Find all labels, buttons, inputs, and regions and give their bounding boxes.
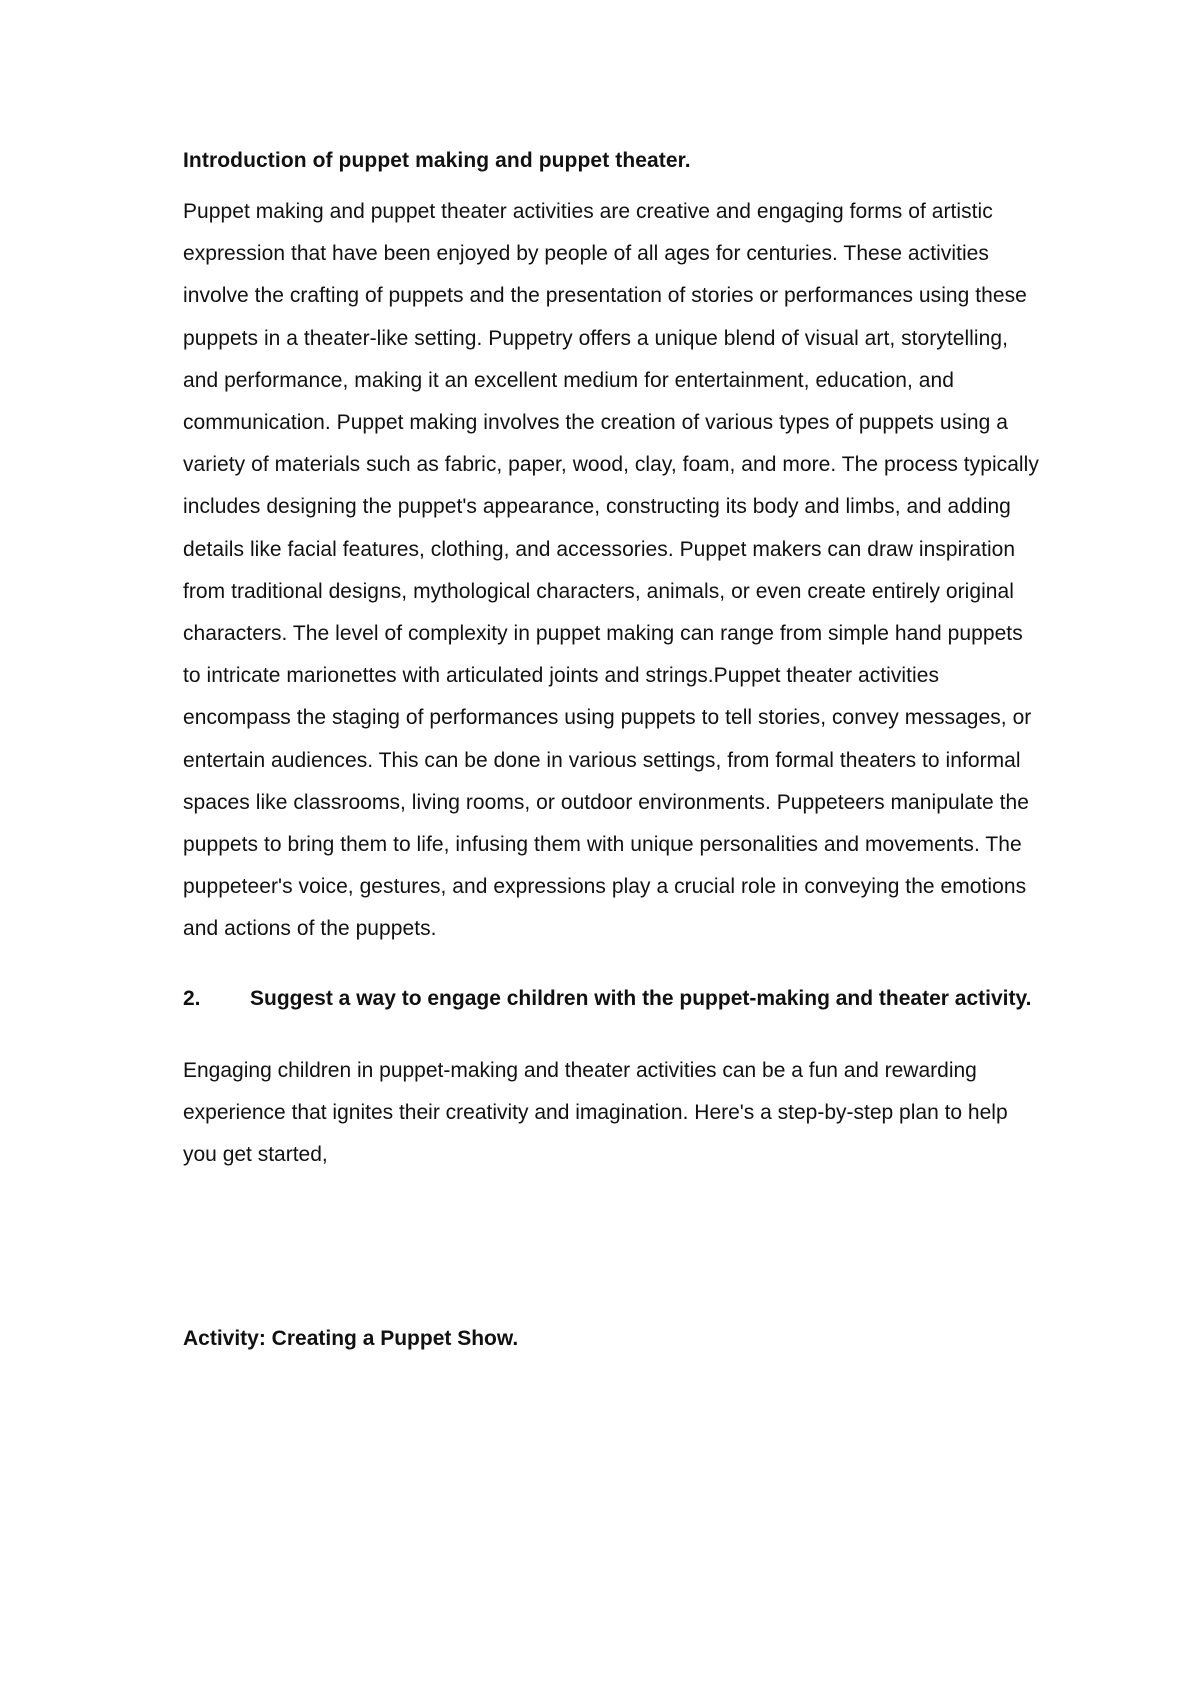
question-text: Suggest a way to engage children with the puppet-making and theater activity. [250, 986, 1032, 1010]
section-heading-introduction: Introduction of puppet making and puppet theater. [183, 149, 691, 172]
numbered-question: 2. Suggest a way to engage children with the puppet-making and theater activity. [183, 986, 1032, 1010]
intro-paragraph: Puppet making and puppet theater activities are creative and engaging forms of artistic expression that have been enjoyed by people of all ages for centuries. These activities involve the crafting of puppets and the presentation of stories or performances using these puppets in a theater-like setting. Puppetry offers a unique blend of visual art, storytelling, and performance, making it an excellent medium for entertainment, education, and communication. Puppet making involves the creation of various types of puppets using a variety of materials such as fabric, paper, wood, clay, foam, and more. The process typically includes designing the puppet's appearance, constructing its body and limbs, and adding details like facial features, clothing, and accessories. Puppet makers can draw inspiration from traditional designs, mythological characters, animals, or even create entirely original characters. The level of complexity in puppet making can range from simple hand puppets to intricate marionettes with articulated joints and strings.Puppet theater activities encompass the staging of performances using puppets to tell stories, convey messages, or entertain audiences. This can be done in various settings, from formal theaters to informal spaces like classrooms, living rooms, or outdoor environments. Puppeteers manipulate the puppets to bring them to life, infusing them with unique personalities and movements. The puppeteer's voice, gestures, and expressions play a crucial role in conveying the emotions and actions of the puppets. [183, 200, 1039, 941]
activity-heading: Activity: Creating a Puppet Show. [183, 1327, 519, 1351]
document-content [183, 143, 1043, 1357]
engage-paragraph: Engaging children in puppet-making and theater activities can be a fun and rewarding experience that ignites their creativity and imagination. Here's a step-by-step plan to help you get started, [183, 1058, 1008, 1167]
